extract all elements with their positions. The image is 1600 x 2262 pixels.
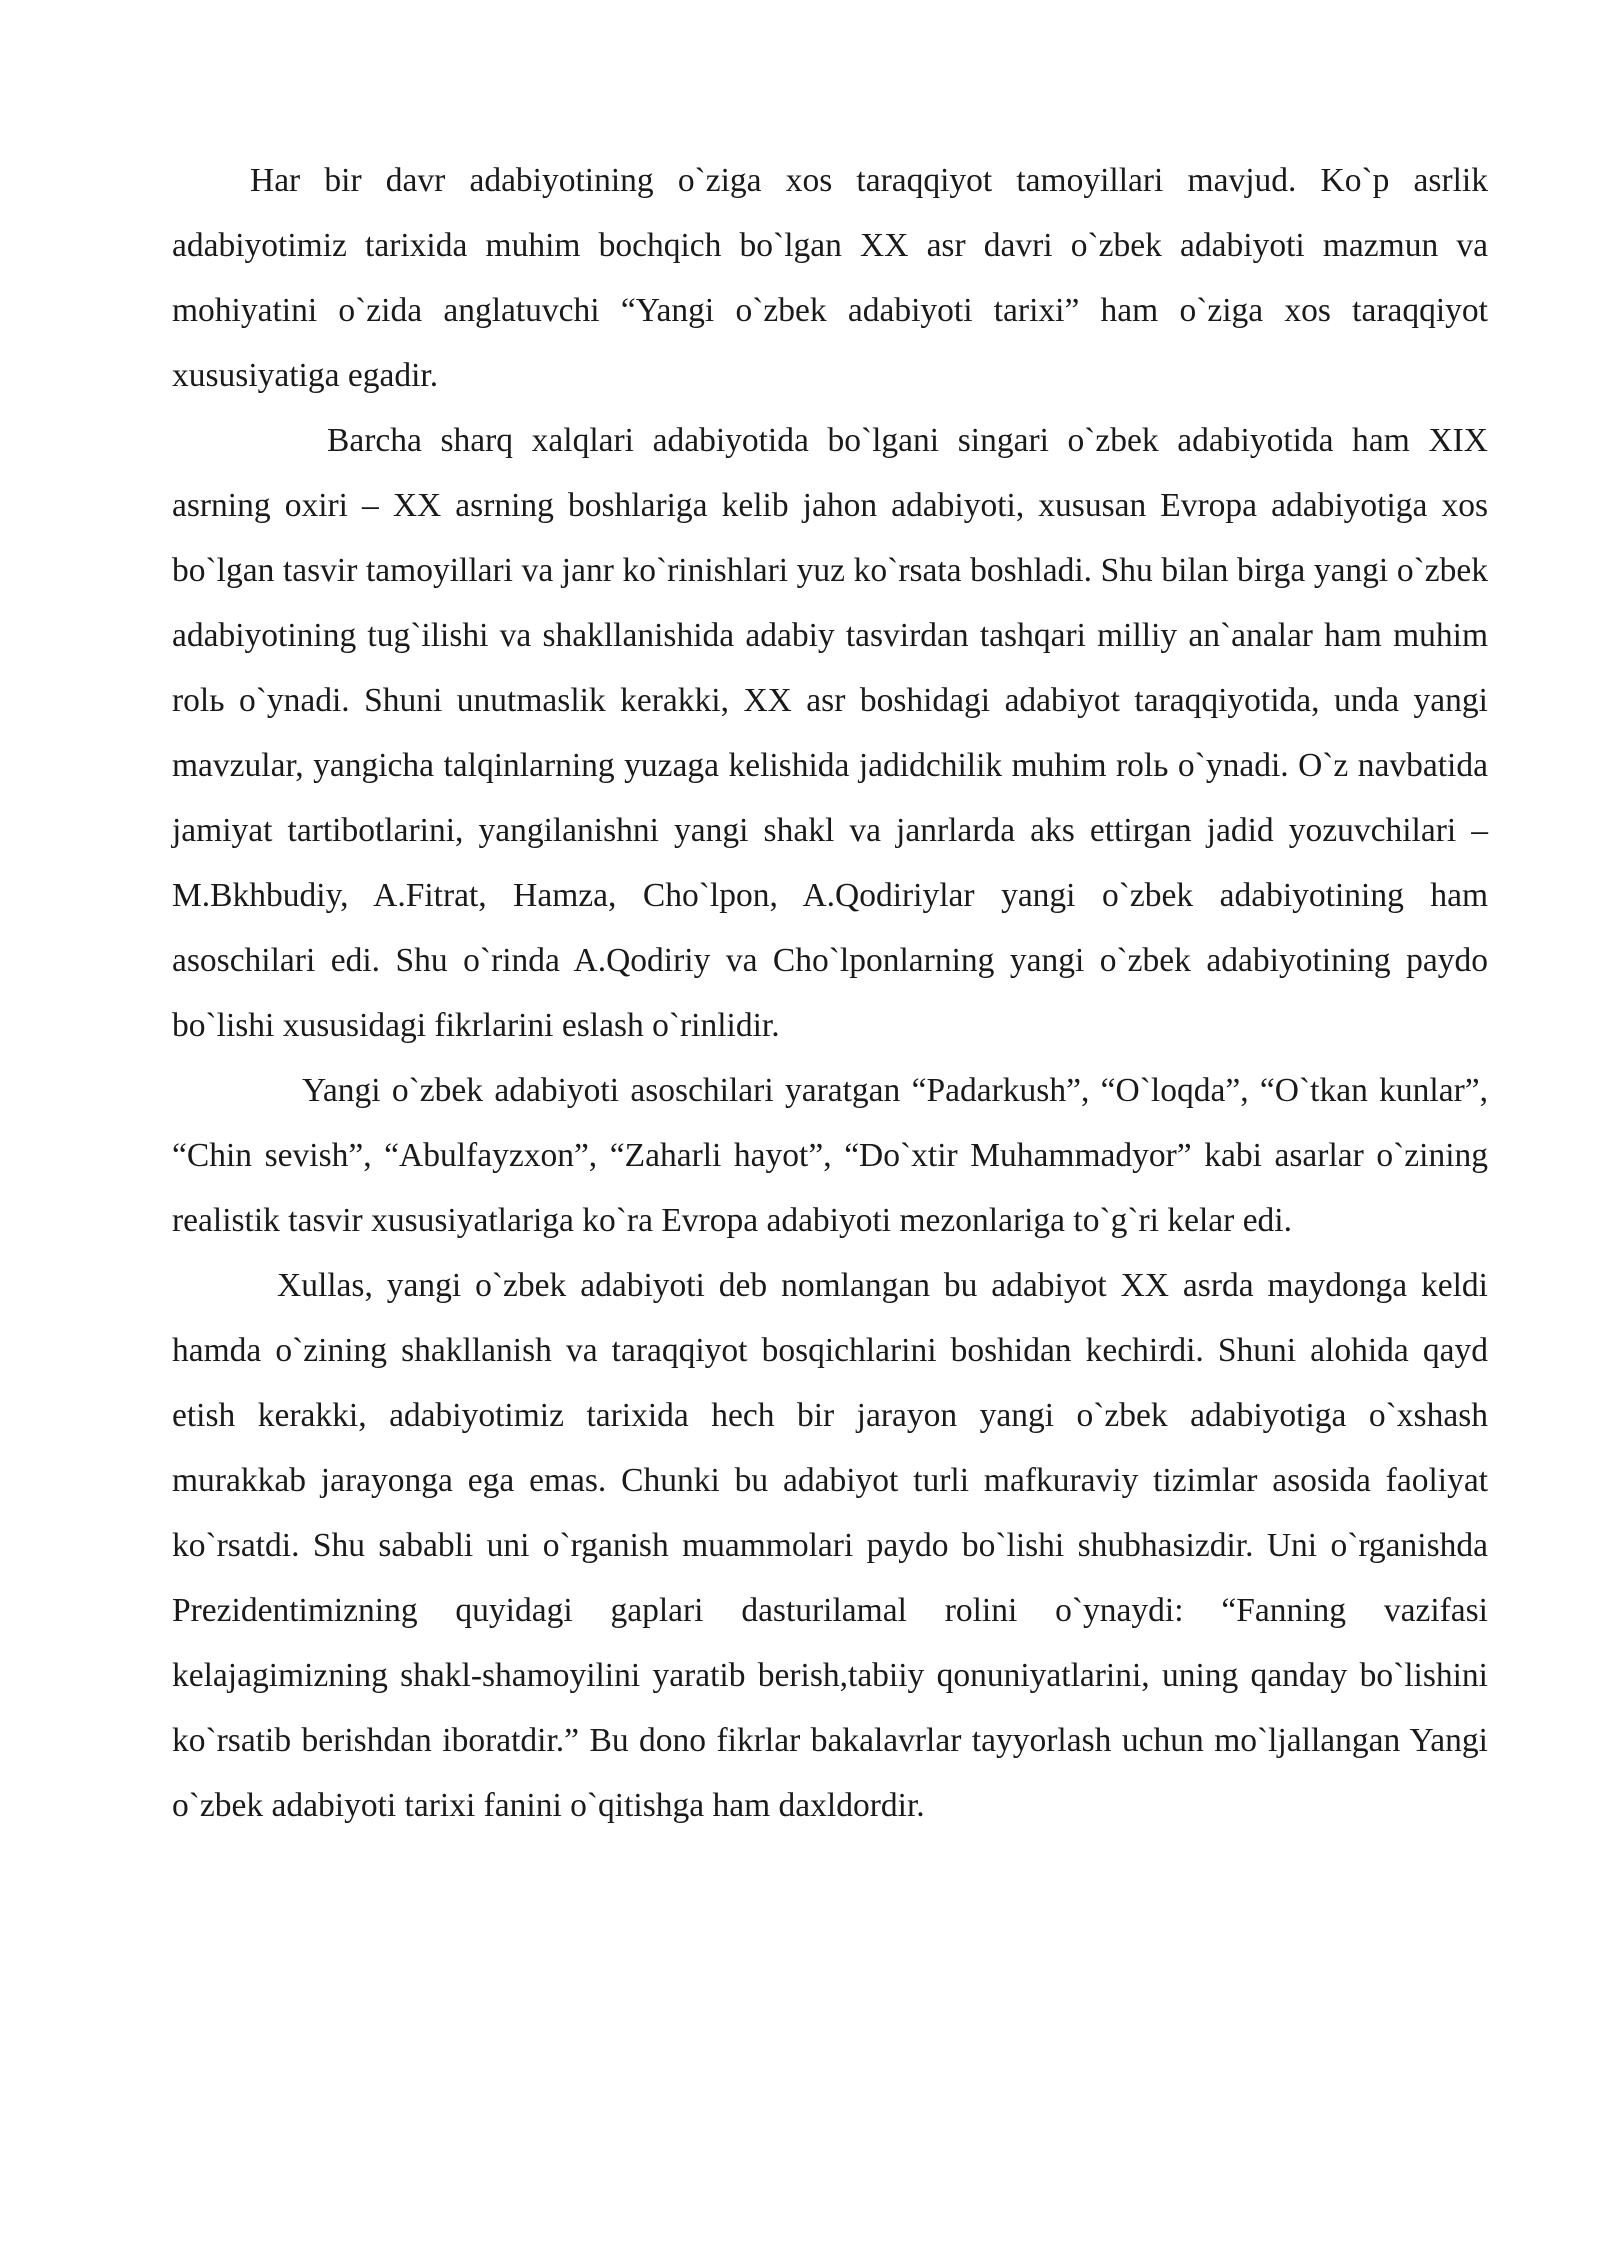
document-body: [172, 148, 1488, 1838]
paragraph-2: Barcha sharq xalqlari adabiyotida bo`lgani singari o`zbek adabiyotida ham XIX asrning oxiri – XX asrning boshlariga kelib jahon adabiyoti, xususan Evropa adabiyotiga xos bo`lgan tasvir tamoyillari va janr ko`rinishlari yuz ko`rsata boshladi. Shu bilan birga yangi o`zbek adabiyotining tug`ilishi va shakllanishida adabiy tasvirdan tashqari milliy an`analar ham muhim rolь o`ynadi. Shuni unutmaslik kerakki, XX asr boshidagi adabiyot taraqqiyotida, unda yangi mavzular, yangicha talqinlarning yuzaga kelishida jadidchilik muhim rolь o`ynadi. O`z navbatida jamiyat tartibotlarini, yangilanishni yangi shakl va janrlarda aks ettirgan jadid yozuvchilari – M.Bkhbudiy, A.Fitrat, Hamza, Cho`lpon, A.Qodiriylar yangi o`zbek adabiyotining ham asoschilari edi. Shu o`rinda A.Qodiriy va Cho`lponlarning yangi o`zbek adabiyotining paydo bo`lishi xususidagi fikrlarini eslash o`rinlidir.: [172, 422, 1488, 1044]
paragraph-1: Har bir davr adabiyotining o`ziga xos taraqqiyot tamoyillari mavjud. Ko`p asrlik adabiyotimiz tarixida muhim bochqich bo`lgan XX asr davri o`zbek adabiyoti mazmun va mohiyatini o`zida anglatuvchi “Yangi o`zbek adabiyoti tarixi” ham o`ziga xos taraqqiyot xususiyatiga egadir.: [172, 162, 1488, 394]
paragraph-4: Xullas, yangi o`zbek adabiyoti deb nomlangan bu adabiyot XX asrda maydonga keldi hamda o`zining shakllanish va taraqqiyot bosqichlarini boshidan kechirdi. Shuni alohida qayd etish kerakki, adabiyotimiz tarixida hech bir jarayon yangi o`zbek adabiyotiga o`xshash murakkab jarayonga ega emas. Chunki bu adabiyot turli mafkuraviy tizimlar asosida faoliyat ko`rsatdi. Shu sababli uni o`rganish muammolari paydo bo`lishi shubhasizdir. Uni o`rganishda Prezidentimizning quyidagi gaplari dasturilamal rolini o`ynaydi: “Fanning vazifasi kelajagimizning shakl-shamoyilini yaratib berish,tabiiy qonuniyatlarini, uning qanday bo`lishini ko`rsatib berishdan iboratdir.” Bu dono fikrlar bakalavrlar tayyorlash uchun mo`ljallangan Yangi o`zbek adabiyoti tarixi fanini o`qitishga ham daxldordir.: [172, 1267, 1488, 1824]
paragraph-3: Yangi o`zbek adabiyoti asoschilari yaratgan “Padarkush”, “O`loqda”, “O`tkan kunlar”, “Chin sevish”, “Abulfayzxon”, “Zaharli hayot”, “Do`xtir Muhammadyor” kabi asarlar o`zining realistik tasvir xususiyatlariga ko`ra Evropa adabiyoti mezonlariga to`g`ri kelar edi.: [172, 1072, 1488, 1239]
